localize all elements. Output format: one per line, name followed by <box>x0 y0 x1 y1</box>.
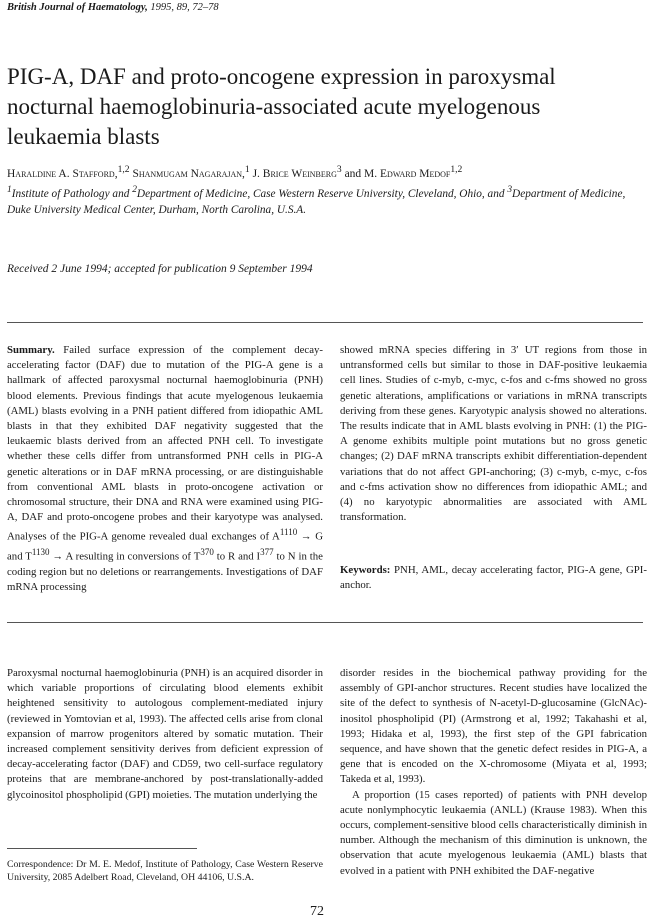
sup-1110: 1110 <box>279 527 298 538</box>
author-1: Haraldine A. Stafford, <box>7 167 118 180</box>
author-4-affil: 1,2 <box>450 164 463 175</box>
affiliation-2: Department of Medicine, Case Western Reserve University, Cleveland, Ohio, and <box>136 187 505 200</box>
author-3: J. Brice Weinberg <box>252 167 337 180</box>
keywords-text: PNH, AML, decay accelerating factor, PIG-A gene, GPI-anchor. <box>340 564 647 592</box>
author-1-affil: 1,2 <box>117 164 130 175</box>
sup-370: 370 <box>200 547 214 558</box>
affil-marker-2: 2 <box>132 185 137 195</box>
divider-top <box>7 322 643 323</box>
body-right-column <box>340 666 647 879</box>
body-paragraph: disorder resides in the biochemical pathway providing for the assembly of GPI-anchor structures. Recent studies have localized the site of the defect to synthesis of N-acetyl-D-glucosamine (GlcNAc)-inositol phospholipid (PI) (Armstrong et al, 1992; Takahashi et al, 1993; Hidaka et al, 1993), the first step of the GPI fabrication sequence, and have shown that the genetic defect resides in PIG-A, a gene that is encoded on the X-chromosome (Miyata et al, 1993; Takeda et al, 1993). <box>340 667 647 786</box>
divider-body <box>7 622 643 623</box>
page-number: 72 <box>310 904 324 919</box>
affil-marker-3: 3 <box>507 185 513 195</box>
abstract-text-4: to R and I <box>213 550 261 563</box>
affiliation-3: Department of Medicine, Duke University Medical Center, Durham, North Carolina, U.S.A. <box>7 187 626 216</box>
author-2: Shanmugam Nagarajan, <box>132 167 245 180</box>
journal-citation <box>7 2 219 13</box>
keywords <box>340 563 647 593</box>
abstract-text-2: → G and T <box>7 531 323 563</box>
body-left-column: Paroxysmal nocturnal haemoglobinuria (PNH) is an acquired disorder in which variable proportions of circulating blood elements exhibit heightened sensitivity to autologous complement-mediated injury (reviewed in Yomtovian et al, 1993). The affected cells arise from clonal expansion of marrow progenitors altered by somatic mutation. Their increased complement sensitivity derives from deficient expression of decay-accelerating factor (DAF) and CD59, two cell-surface regulatory proteins that are membrane-anchored by post-translationally-added glycoinositol phospholipid (GPI) moieties. The mutation underlying the <box>7 667 323 801</box>
affiliation-1: Institute of Pathology and <box>11 187 130 200</box>
author-conjunction: and <box>344 167 362 180</box>
abstract-text-5: to N in the coding region but no deletions or rearrangements. Investigations of DAF mRNA processing <box>7 550 323 594</box>
abstract-label: Summary. <box>7 344 55 356</box>
journal-volume-pages: 1995, 89, 72–78 <box>150 2 219 13</box>
journal-name: British Journal of Haematology, <box>7 2 148 13</box>
abstract-left-column <box>7 343 323 595</box>
sup-377: 377 <box>260 547 274 558</box>
keywords-label: Keywords: <box>340 564 391 576</box>
author-4: M. Edward Medof <box>364 167 451 180</box>
body-paragraph: A proportion (15 cases reported) of patients with PNH develop acute nonlymphocytic leukaemia (ANLL) (Krause 1983). When this occurs, complement-sensitive blood cells characteristically diminish in number. Although the mechanism of this diminution is unknown, the observation that acute myelogenous leukaemia (AML) blasts that evolved in a patient with PNH exhibited the DAF-negative <box>340 788 647 877</box>
abstract-text-3: → A resulting in conversions of T <box>49 550 201 563</box>
author-3-affil: 3 <box>336 164 342 175</box>
footnote-rule <box>7 848 197 849</box>
article-title: PIG-A, DAF and proto-oncogene expression in paroxysmal nocturnal haemoglobinuria-associated acute myelogenous leukaemia blasts <box>7 64 556 149</box>
author-2-affil: 1 <box>244 164 250 175</box>
received-dates: Received 2 June 1994; accepted for publication 9 September 1994 <box>7 263 313 275</box>
sup-1130: 1130 <box>31 547 50 558</box>
author-list <box>7 162 647 182</box>
affil-marker-1: 1 <box>7 185 12 195</box>
affiliations <box>7 182 647 218</box>
correspondence-footnote: Correspondence: Dr M. E. Medof, Institute of Pathology, Case Western Reserve University, 2085 Adelbert Road, Cleveland, OH 44106, U.S.A. <box>7 859 323 884</box>
abstract-text-1: Failed surface expression of the complement decay-accelerating factor (DAF) due to mutation of the PIG-A gene is a hallmark of affected paroxysmal nocturnal haemoglobinuria (PNH) blood elements. Previous findings that acute myelogenous leukaemia (AML) blasts evolving in a PNH patient differed from idiopathic AML blasts in that they exhibited DAF negativity suggested that the leukaemic blasts derived from an affected PNH cell. To investigate whether these cells differ from untransformed PNH cells in PIG-A genetic alterations or in DAF mRNA processing, or are distinguishable from conventional AML blasts in proto-oncogene activation or chromosomal structure, their DNA and RNA were examined using PIG-A, DAF and proto-oncogene probes and their karyotype was analysed. Analyses of the PIG-A genome revealed dual exchanges of A <box>7 344 323 544</box>
abstract-right-column: showed mRNA species differing in 3′ UT regions from those in untransformed cells but similar to those in DAF-positive leukaemia cell lines. Studies of c-myb, c-myc, c-fos and c-fms showed no gross genetic alterations, amplifications or variations in mRNA transcripts deriving from these genes. Karyotypic analysis showed no alterations. The results indicate that in AML blasts evolving in PNH: (1) the PIG-A genome exhibits multiple point mutations but no gross genetic changes; (2) DAF mRNA transcripts exhibit differentiation-dependent variations that do not affect GPI-anchoring; (3) c-myb, c-myc, c-fos and c-fms activation show no differences from idiopathic AML; and (4) no karyotypic abnormalities are associated with AML transformation. <box>340 344 647 524</box>
